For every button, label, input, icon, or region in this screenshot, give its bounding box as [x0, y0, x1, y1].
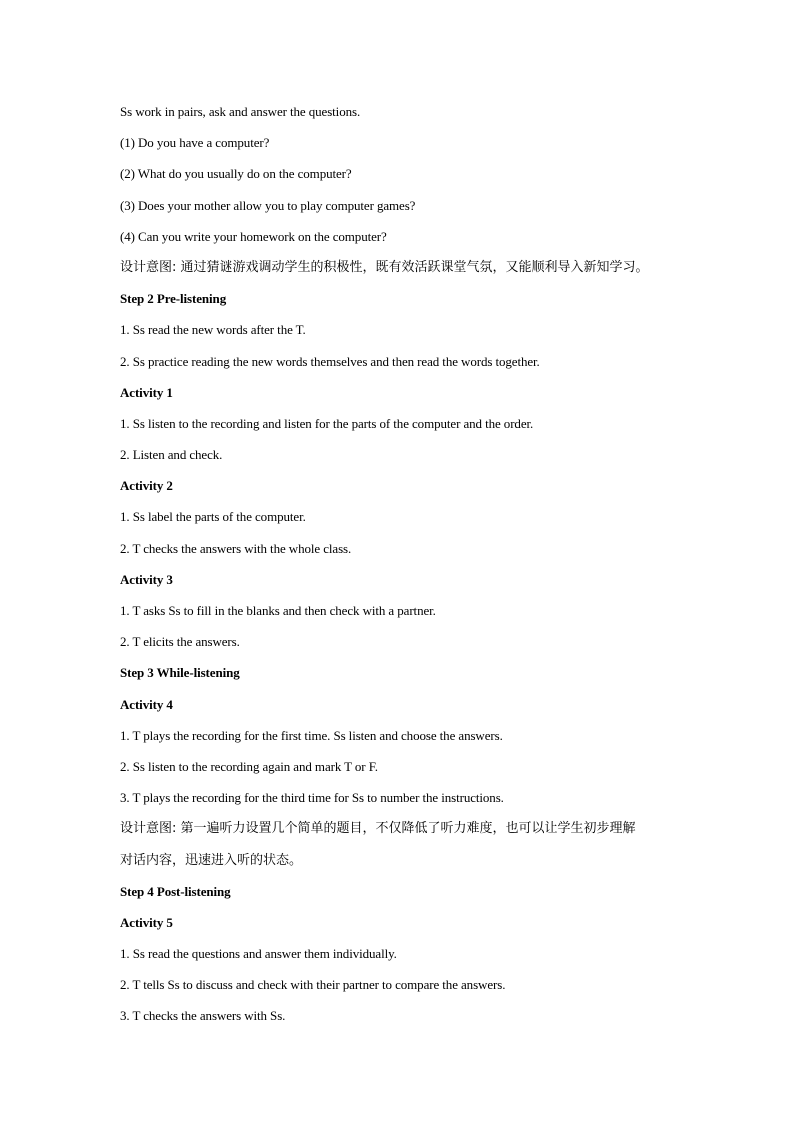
design-intent-2-line-1: 设计意图: 第一遍听力设置几个简单的题目，不仅降低了听力难度，也可以让学生初步理解	[120, 821, 636, 837]
activity-3-item-2: 2. T elicits the answers.	[120, 634, 240, 650]
activity-5-item-1: 1. Ss read the questions and answer them individually.	[120, 946, 397, 962]
activity-1-heading: Activity 1	[120, 384, 173, 400]
question-4: (4) Can you write your homework on the computer?	[120, 228, 387, 244]
activity-1-item-2: 2. Listen and check.	[120, 447, 223, 463]
pair-work-instruction: Ss work in pairs, ask and answer the questions.	[120, 104, 361, 119]
step-4-heading: Step 4 Post-listening	[120, 883, 231, 899]
step-2-heading: Step 2 Pre-listening	[120, 291, 227, 307]
pre-listening-item-1: 1. Ss read the new words after the T.	[120, 322, 306, 338]
document-body	[120, 101, 680, 1037]
question-1: (1) Do you have a computer?	[120, 135, 270, 151]
question-2: (2) What do you usually do on the computer?	[120, 166, 352, 182]
activity-3-heading: Activity 3	[120, 571, 173, 587]
activity-2-heading: Activity 2	[120, 478, 173, 494]
activity-5-item-2: 2. T tells Ss to discuss and check with their partner to compare the answers.	[120, 977, 506, 993]
question-3: (3) Does your mother allow you to play computer games?	[120, 197, 416, 213]
step-3-heading: Step 3 While-listening	[120, 665, 240, 681]
activity-4-item-1: 1. T plays the recording for the first time. Ss listen and choose the answers.	[120, 727, 503, 743]
design-intent-1: 设计意图: 通过猜谜游戏调动学生的积极性，既有效活跃课堂气氛，又能顺利导入新知学习。	[120, 259, 649, 275]
activity-2-item-1: 1. Ss label the parts of the computer.	[120, 509, 306, 525]
design-intent-2-line-2: 对话内容，迅速进入听的状态。	[120, 852, 303, 868]
activity-4-heading: Activity 4	[120, 696, 173, 712]
activity-4-item-3: 3. T plays the recording for the third time for Ss to number the instructions.	[120, 790, 504, 806]
activity-5-item-3: 3. T checks the answers with Ss.	[120, 1008, 286, 1024]
activity-5-heading: Activity 5	[120, 914, 173, 930]
pre-listening-item-2: 2. Ss practice reading the new words themselves and then read the words together.	[120, 353, 540, 369]
activity-2-item-2: 2. T checks the answers with the whole class.	[120, 540, 352, 556]
activity-3-item-1: 1. T asks Ss to fill in the blanks and then check with a partner.	[120, 603, 436, 618]
activity-4-item-2: 2. Ss listen to the recording again and mark T or F.	[120, 758, 378, 774]
activity-1-item-1: 1. Ss listen to the recording and listen for the parts of the computer and the order.	[120, 415, 534, 431]
